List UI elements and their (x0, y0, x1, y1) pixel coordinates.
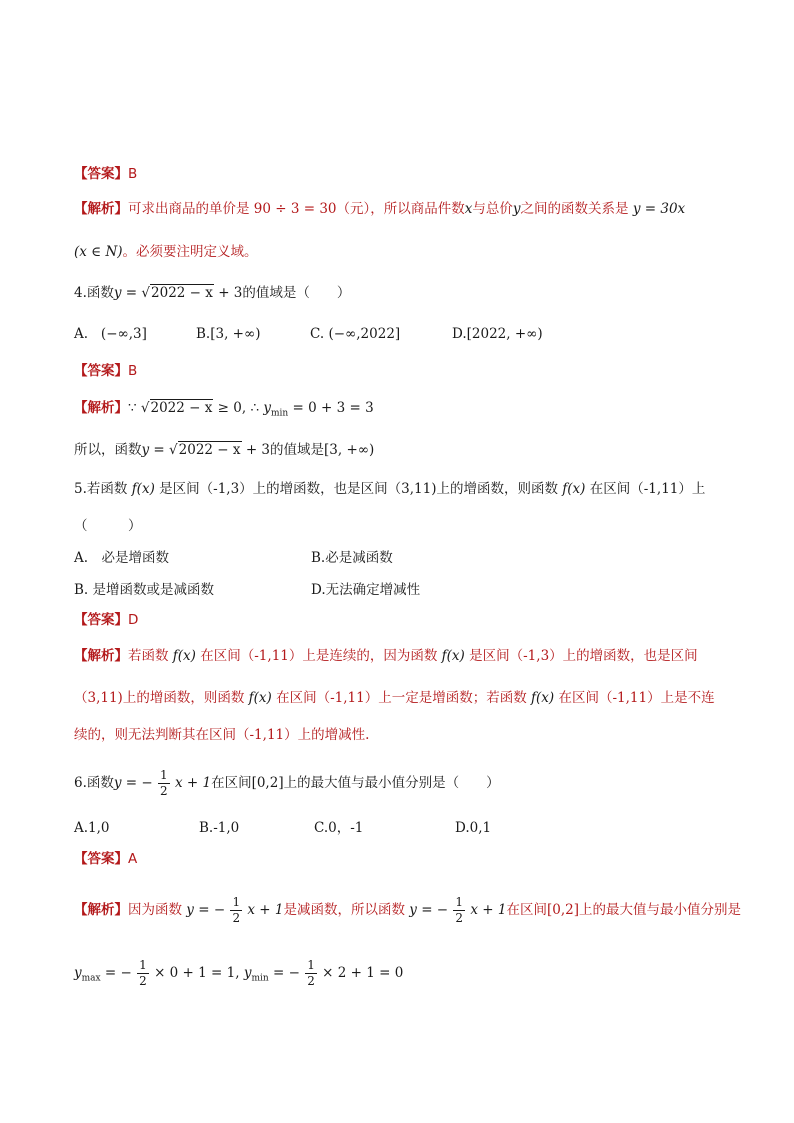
stem-text: （ ） (74, 518, 142, 534)
denominator: 2 (307, 974, 315, 988)
ymin-subscript: min (270, 408, 289, 419)
q3-analysis-line-1 (74, 199, 685, 219)
answer-tag: 【答案】 (74, 851, 128, 867)
q6-answer-line (74, 849, 137, 869)
option-value: (−∞,3] (100, 326, 147, 342)
q6-analysis-line-2 (74, 958, 403, 989)
q5-stem-line-2 (74, 516, 142, 536)
formula: x + 1 (470, 902, 507, 918)
radicand: 2022 − x (150, 400, 213, 416)
formula: = 0 + 3 = 3 (292, 400, 374, 416)
fraction (158, 768, 170, 799)
q4-answer-line (74, 361, 137, 381)
sqrt-expression: √2022 − x (169, 442, 241, 458)
formula: y = − (113, 775, 153, 791)
answer-tag: 【答案】 (74, 612, 128, 628)
stem-text: 在区间（-1,11）上 (589, 481, 706, 497)
formula: x + 1 (247, 902, 284, 918)
stem-text: 在区间[0,2]上的最大值与最小值分别是（ ） (211, 775, 500, 791)
formula: + 3 (245, 442, 271, 458)
formula: = − (104, 965, 132, 981)
function-symbol: f(x) (531, 690, 555, 706)
analysis-text: 若函数 (128, 648, 169, 664)
function-symbol: f(x) (441, 648, 465, 664)
fraction (230, 895, 242, 926)
formula: y = − (409, 902, 449, 918)
var-x: x (464, 201, 473, 217)
question-number: 6.函数 (74, 775, 114, 791)
q3-answer-line (74, 164, 137, 184)
function-symbol: f(x) (131, 481, 155, 497)
conclusion-text: 的值域是 (270, 442, 325, 458)
q6-option-c: C.0，-1 (314, 820, 364, 836)
q5-stem-line-1 (74, 479, 705, 499)
analysis-text: 在区间（-1,11）上是不连 (558, 690, 715, 706)
numerator: 1 (455, 895, 464, 909)
formula: x + 1 (174, 775, 212, 791)
formula: y = − (186, 902, 226, 918)
denominator: 2 (455, 911, 464, 925)
analysis-tag: 【解析】 (74, 400, 128, 416)
analysis-text: 是区间（-1,3）上的增函数，也是区间 (469, 648, 698, 664)
question-number: 5.若函数 (74, 481, 128, 497)
stem-text: 是区间（-1,3）上的增函数，也是区间（3,11)上的增函数，则函数 (159, 481, 558, 497)
question-number: 4.函数 (74, 285, 114, 301)
analysis-text: 是减函数，所以函数 (283, 902, 405, 918)
option-value: (−∞,2022] (328, 326, 401, 342)
q4-conclusion (74, 440, 374, 460)
option-label: A. (74, 326, 89, 342)
formula: × 0 + 1 = 1, (154, 965, 240, 981)
q5-analysis-line-1 (74, 646, 698, 666)
analysis-text: 在区间（-1,11）上一定是增函数；若函数 (276, 690, 527, 706)
function-symbol: f(x) (248, 690, 272, 706)
formula: × 2 + 1 = 0 (322, 965, 404, 981)
analysis-text: 在区间[0,2]上的最大值与最小值分别是 (506, 902, 741, 918)
ymin-symbol: y (243, 965, 252, 981)
numerator: 1 (160, 768, 168, 782)
q3-analysis-line-2 (74, 242, 258, 262)
q5-analysis-line-2 (74, 688, 715, 708)
ymax-subscript: max (81, 973, 101, 984)
function-symbol: f(x) (172, 648, 196, 664)
analysis-text: 续的，则无法判断其在区间（-1,11）上的增减性. (74, 727, 370, 743)
analysis-text: 。必须要注明定义域。 (122, 244, 258, 260)
fraction (305, 958, 317, 989)
ymin-symbol: y (263, 400, 271, 416)
answer-value: A (128, 851, 138, 867)
numerator: 1 (232, 895, 241, 909)
numerator: 1 (139, 958, 147, 972)
q4-option-a (74, 324, 147, 344)
formula: + 3 (218, 285, 243, 301)
var-y: y (512, 201, 521, 217)
answer-value: B (128, 363, 138, 379)
q5-option-b: B.必是减函数 (311, 550, 393, 566)
fraction (137, 958, 149, 989)
analysis-text: 在区间（-1,11）上是连续的，因为函数 (200, 648, 438, 664)
q5-option-c: B. 是增函数或是减函数 (74, 582, 215, 598)
numerator: 1 (307, 958, 315, 972)
denominator: 2 (139, 974, 147, 988)
denominator: 2 (232, 911, 241, 925)
q4-analysis (74, 398, 374, 424)
conclusion-text: 所以，函数 (74, 442, 142, 458)
analysis-tag: 【解析】 (74, 648, 128, 664)
q4-option-b (196, 324, 260, 344)
analysis-text: 因为函数 (128, 902, 182, 918)
formula: ≥ 0, ∴ (217, 400, 260, 416)
option-label: C. (310, 326, 325, 342)
analysis-text: 与总价 (472, 201, 513, 217)
analysis-tag: 【解析】 (74, 201, 128, 217)
answer-value: D (128, 612, 139, 628)
q6-stem (74, 768, 500, 799)
q6-analysis-line-1 (74, 895, 741, 926)
answer-tag: 【答案】 (74, 363, 128, 379)
q5-analysis-line-3 (74, 725, 369, 745)
option-label: D. (452, 326, 467, 342)
q6-option-b: B.-1,0 (199, 820, 240, 836)
denominator: 2 (160, 784, 168, 798)
radicand: 2022 − x (151, 285, 213, 301)
q5-answer-line (74, 610, 138, 630)
inline-formula (186, 895, 284, 925)
analysis-text: 之间的函数关系是 (520, 201, 629, 217)
formula: y = (141, 442, 165, 458)
answer-tag: 【答案】 (74, 166, 128, 182)
q4-option-c (310, 324, 400, 344)
q6-option-a: A.1,0 (74, 820, 110, 836)
formula: y = (113, 285, 138, 301)
fraction (453, 895, 465, 926)
stem-text: 的值域是（ ） (242, 285, 351, 301)
function-symbol: f(x) (562, 481, 586, 497)
q6-option-d: D.0,1 (455, 820, 492, 836)
formula: = − (272, 965, 300, 981)
option-value: [3, +∞) (210, 326, 261, 342)
analysis-tag: 【解析】 (74, 902, 128, 918)
radicand: 2022 − x (178, 442, 241, 458)
sqrt-expression: √2022 − x (141, 285, 213, 301)
inline-formula (409, 895, 507, 925)
domain-formula: (x ∈ N) (74, 244, 123, 260)
because-symbol: ∵ (128, 400, 137, 416)
analysis-text: 可求出商品的单价是 90 ÷ 3 = 30（元），所以商品件数 (128, 201, 465, 217)
q5-option-d: D.无法确定增减性 (311, 582, 421, 598)
sqrt-expression: √2022 − x (140, 400, 213, 416)
q4-option-d (452, 324, 543, 344)
ymax-symbol: y (74, 965, 82, 981)
option-label: B. (196, 326, 211, 342)
option-value: [2022, +∞) (466, 326, 543, 342)
q4-stem (74, 283, 350, 303)
answer-value: B (128, 166, 138, 182)
range-value: [3, +∞) (324, 442, 375, 458)
formula: y = 30x (632, 201, 686, 217)
analysis-text: （3,11)上的增函数，则函数 (74, 690, 245, 706)
ymin-subscript: min (251, 973, 269, 984)
q5-option-a: A. 必是增函数 (74, 550, 170, 566)
